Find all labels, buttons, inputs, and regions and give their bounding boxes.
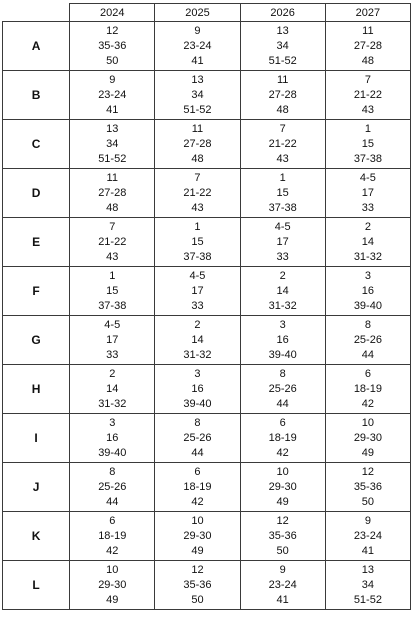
cell-value: 8 — [194, 416, 201, 429]
cell-value: 7 — [279, 122, 286, 135]
table-cell — [70, 512, 155, 561]
cell-value: 51-52 — [98, 152, 127, 165]
cell-value: 11 — [191, 122, 204, 135]
cell-value: 15 — [106, 284, 119, 297]
cell-value: 10 — [106, 563, 119, 576]
cell-value: 50 — [361, 495, 374, 508]
table-cell — [240, 22, 325, 71]
cell-value: 2 — [364, 220, 371, 233]
cell-value: 15 — [276, 186, 289, 199]
cell-value: 2 — [279, 269, 286, 282]
table-cell — [155, 169, 240, 218]
cell-value: 16 — [361, 284, 374, 297]
cell-value: 4-5 — [359, 171, 376, 184]
cell-value: 33 — [276, 250, 289, 263]
cell-value: 49 — [361, 446, 374, 459]
cell-value: 9 — [364, 514, 371, 527]
cell-value: 48 — [106, 201, 119, 214]
table-row — [3, 463, 411, 512]
cell-value: 42 — [276, 446, 289, 459]
cell-value: 15 — [191, 235, 204, 248]
table-row — [3, 71, 411, 120]
cell-value: 7 — [109, 220, 116, 233]
table-cell — [240, 512, 325, 561]
cell-value: 16 — [276, 333, 289, 346]
cell-value: 51-52 — [268, 54, 297, 67]
table-cell — [325, 218, 410, 267]
cell-value: 11 — [276, 73, 289, 86]
cell-value: 11 — [106, 171, 118, 184]
table-cell — [325, 414, 410, 463]
cell-value: 34 — [276, 39, 289, 52]
row-label: A — [3, 22, 70, 71]
row-label: F — [3, 267, 70, 316]
table-cell — [70, 218, 155, 267]
cell-value: 8 — [364, 318, 371, 331]
cell-value: 33 — [106, 348, 119, 361]
table-cell — [240, 316, 325, 365]
cell-value: 10 — [361, 416, 374, 429]
cell-value: 4-5 — [274, 220, 291, 233]
table-cell — [325, 561, 410, 610]
cell-value: 35-36 — [353, 480, 382, 493]
cell-value: 27-28 — [268, 88, 297, 101]
row-label: B — [3, 71, 70, 120]
row-label: J — [3, 463, 70, 512]
cell-value: 21-22 — [268, 137, 297, 150]
cell-value: 25-26 — [353, 333, 382, 346]
row-label: C — [3, 120, 70, 169]
cell-value: 34 — [191, 88, 204, 101]
cell-value: 25-26 — [98, 480, 127, 493]
cell-value: 42 — [191, 495, 204, 508]
cell-value: 16 — [191, 382, 204, 395]
cell-value: 27-28 — [98, 186, 127, 199]
cell-value: 35-36 — [268, 529, 297, 542]
row-label: E — [3, 218, 70, 267]
cell-value: 33 — [361, 201, 374, 214]
cell-value: 15 — [361, 137, 374, 150]
cell-value: 41 — [106, 103, 119, 116]
cell-value: 8 — [109, 465, 116, 478]
cell-value: 14 — [191, 333, 204, 346]
cell-value: 44 — [191, 446, 204, 459]
year-header-2026: 2026 — [240, 4, 325, 22]
table-cell — [70, 71, 155, 120]
cell-value: 18-19 — [268, 431, 297, 444]
cell-value: 14 — [106, 382, 119, 395]
cell-value: 39-40 — [98, 446, 127, 459]
cell-value: 29-30 — [268, 480, 297, 493]
row-label: D — [3, 169, 70, 218]
cell-value: 31-32 — [98, 397, 127, 410]
cell-value: 31-32 — [268, 299, 297, 312]
cell-value: 17 — [191, 284, 204, 297]
table-cell — [70, 169, 155, 218]
cell-value: 13 — [276, 24, 289, 37]
table-cell — [240, 414, 325, 463]
row-label: H — [3, 365, 70, 414]
cell-value: 37-38 — [98, 299, 127, 312]
table-cell — [240, 561, 325, 610]
table-cell — [155, 512, 240, 561]
cell-value: 41 — [361, 544, 374, 557]
cell-value: 39-40 — [183, 397, 212, 410]
cell-value: 43 — [106, 250, 119, 263]
row-label: I — [3, 414, 70, 463]
cell-value: 21-22 — [353, 88, 382, 101]
table-cell — [325, 22, 410, 71]
table-cell — [325, 365, 410, 414]
table-cell — [325, 316, 410, 365]
cell-value: 29-30 — [98, 578, 127, 591]
cell-value: 31-32 — [353, 250, 382, 263]
cell-value: 33 — [191, 299, 204, 312]
cell-value: 34 — [106, 137, 119, 150]
cell-value: 23-24 — [98, 88, 127, 101]
cell-value: 41 — [191, 54, 204, 67]
table-cell — [325, 120, 410, 169]
table-row — [3, 512, 411, 561]
cell-value: 7 — [364, 73, 371, 86]
cell-value: 6 — [194, 465, 201, 478]
cell-value: 51-52 — [183, 103, 212, 116]
table-row — [3, 120, 411, 169]
year-header-2025: 2025 — [155, 4, 240, 22]
cell-value: 44 — [276, 397, 289, 410]
cell-value: 41 — [276, 593, 289, 606]
cell-value: 42 — [106, 544, 119, 557]
cell-value: 3 — [109, 416, 116, 429]
cell-value: 25-26 — [268, 382, 297, 395]
cell-value: 17 — [276, 235, 289, 248]
cell-value: 3 — [194, 367, 201, 380]
cell-value: 16 — [106, 431, 119, 444]
cell-value: 48 — [191, 152, 204, 165]
table-cell — [325, 463, 410, 512]
cell-value: 2 — [194, 318, 201, 331]
cell-value: 1 — [194, 220, 201, 233]
cell-value: 1 — [364, 122, 371, 135]
cell-value: 12 — [361, 465, 374, 478]
table-row — [3, 169, 411, 218]
cell-value: 8 — [279, 367, 286, 380]
cell-value: 4-5 — [189, 269, 206, 282]
cell-value: 51-52 — [353, 593, 382, 606]
schedule-table — [2, 3, 411, 610]
cell-value: 37-38 — [183, 250, 212, 263]
table-cell — [70, 414, 155, 463]
cell-value: 35-36 — [98, 39, 127, 52]
cell-value: 35-36 — [183, 578, 212, 591]
cell-value: 42 — [361, 397, 374, 410]
cell-value: 23-24 — [268, 578, 297, 591]
cell-value: 18-19 — [98, 529, 127, 542]
cell-value: 27-28 — [353, 39, 382, 52]
table-row — [3, 218, 411, 267]
cell-value: 44 — [106, 495, 119, 508]
cell-value: 29-30 — [183, 529, 212, 542]
table-cell — [325, 71, 410, 120]
cell-value: 1 — [279, 171, 286, 184]
cell-value: 18-19 — [353, 382, 382, 395]
table-cell — [240, 120, 325, 169]
table-cell — [155, 267, 240, 316]
cell-value: 25-26 — [183, 431, 212, 444]
cell-value: 10 — [191, 514, 204, 527]
table-cell — [70, 267, 155, 316]
cell-value: 3 — [364, 269, 371, 282]
cell-value: 9 — [109, 73, 116, 86]
cell-value: 12 — [191, 563, 204, 576]
cell-value: 10 — [276, 465, 289, 478]
cell-value: 50 — [191, 593, 204, 606]
table-cell — [240, 71, 325, 120]
year-header-2027: 2027 — [325, 4, 410, 22]
table-row — [3, 365, 411, 414]
cell-value: 49 — [106, 593, 119, 606]
cell-value: 34 — [361, 578, 374, 591]
table-cell — [155, 365, 240, 414]
cell-value: 48 — [361, 54, 374, 67]
cell-value: 9 — [279, 563, 286, 576]
cell-value: 9 — [194, 24, 201, 37]
table-cell — [155, 561, 240, 610]
table-cell — [70, 463, 155, 512]
cell-value: 49 — [191, 544, 204, 557]
table-cell — [155, 71, 240, 120]
cell-value: 37-38 — [268, 201, 297, 214]
cell-value: 39-40 — [353, 299, 382, 312]
cell-value: 13 — [106, 122, 119, 135]
cell-value: 21-22 — [183, 186, 212, 199]
cell-value: 43 — [361, 103, 374, 116]
table-cell — [325, 512, 410, 561]
header-corner-cell — [3, 4, 70, 22]
cell-value: 6 — [364, 367, 371, 380]
table-cell — [155, 120, 240, 169]
cell-value: 50 — [106, 54, 119, 67]
cell-value: 17 — [361, 186, 374, 199]
table-cell — [155, 218, 240, 267]
table-cell — [155, 22, 240, 71]
cell-value: 12 — [106, 24, 119, 37]
table-row — [3, 414, 411, 463]
header-row — [3, 4, 411, 22]
table-row — [3, 316, 411, 365]
table-cell — [70, 316, 155, 365]
cell-value: 23-24 — [183, 39, 212, 52]
cell-value: 23-24 — [353, 529, 382, 542]
cell-value: 6 — [109, 514, 116, 527]
table-cell — [70, 561, 155, 610]
cell-value: 13 — [361, 563, 374, 576]
table-cell — [325, 169, 410, 218]
cell-value: 48 — [276, 103, 289, 116]
cell-value: 27-28 — [183, 137, 212, 150]
table-cell — [240, 463, 325, 512]
cell-value: 43 — [276, 152, 289, 165]
table-cell — [155, 316, 240, 365]
cell-value: 2 — [109, 367, 116, 380]
row-label: G — [3, 316, 70, 365]
cell-value: 14 — [361, 235, 374, 248]
table-cell — [155, 414, 240, 463]
table-cell — [240, 218, 325, 267]
row-label: K — [3, 512, 70, 561]
table-cell — [240, 169, 325, 218]
cell-value: 21-22 — [98, 235, 127, 248]
table-cell — [155, 463, 240, 512]
cell-value: 13 — [191, 73, 204, 86]
table-cell — [70, 22, 155, 71]
table-row — [3, 22, 411, 71]
cell-value: 17 — [106, 333, 119, 346]
table-cell — [240, 267, 325, 316]
table-row — [3, 561, 411, 610]
cell-value: 1 — [109, 269, 116, 282]
table-cell — [70, 365, 155, 414]
cell-value: 43 — [191, 201, 204, 214]
cell-value: 50 — [276, 544, 289, 557]
table-cell — [325, 267, 410, 316]
cell-value: 4-5 — [104, 318, 121, 331]
cell-value: 18-19 — [183, 480, 212, 493]
cell-value: 12 — [276, 514, 289, 527]
cell-value: 29-30 — [353, 431, 382, 444]
cell-value: 49 — [276, 495, 289, 508]
cell-value: 39-40 — [268, 348, 297, 361]
cell-value: 6 — [279, 416, 286, 429]
cell-value: 7 — [194, 171, 201, 184]
table-cell — [240, 365, 325, 414]
table-row — [3, 267, 411, 316]
table-cell — [70, 120, 155, 169]
table-body — [3, 22, 411, 610]
cell-value: 31-32 — [183, 348, 212, 361]
cell-value: 14 — [276, 284, 289, 297]
cell-value: 3 — [279, 318, 286, 331]
row-label: L — [3, 561, 70, 610]
cell-value: 11 — [362, 24, 374, 37]
year-header-2024: 2024 — [70, 4, 155, 22]
cell-value: 37-38 — [353, 152, 382, 165]
cell-value: 44 — [361, 348, 374, 361]
